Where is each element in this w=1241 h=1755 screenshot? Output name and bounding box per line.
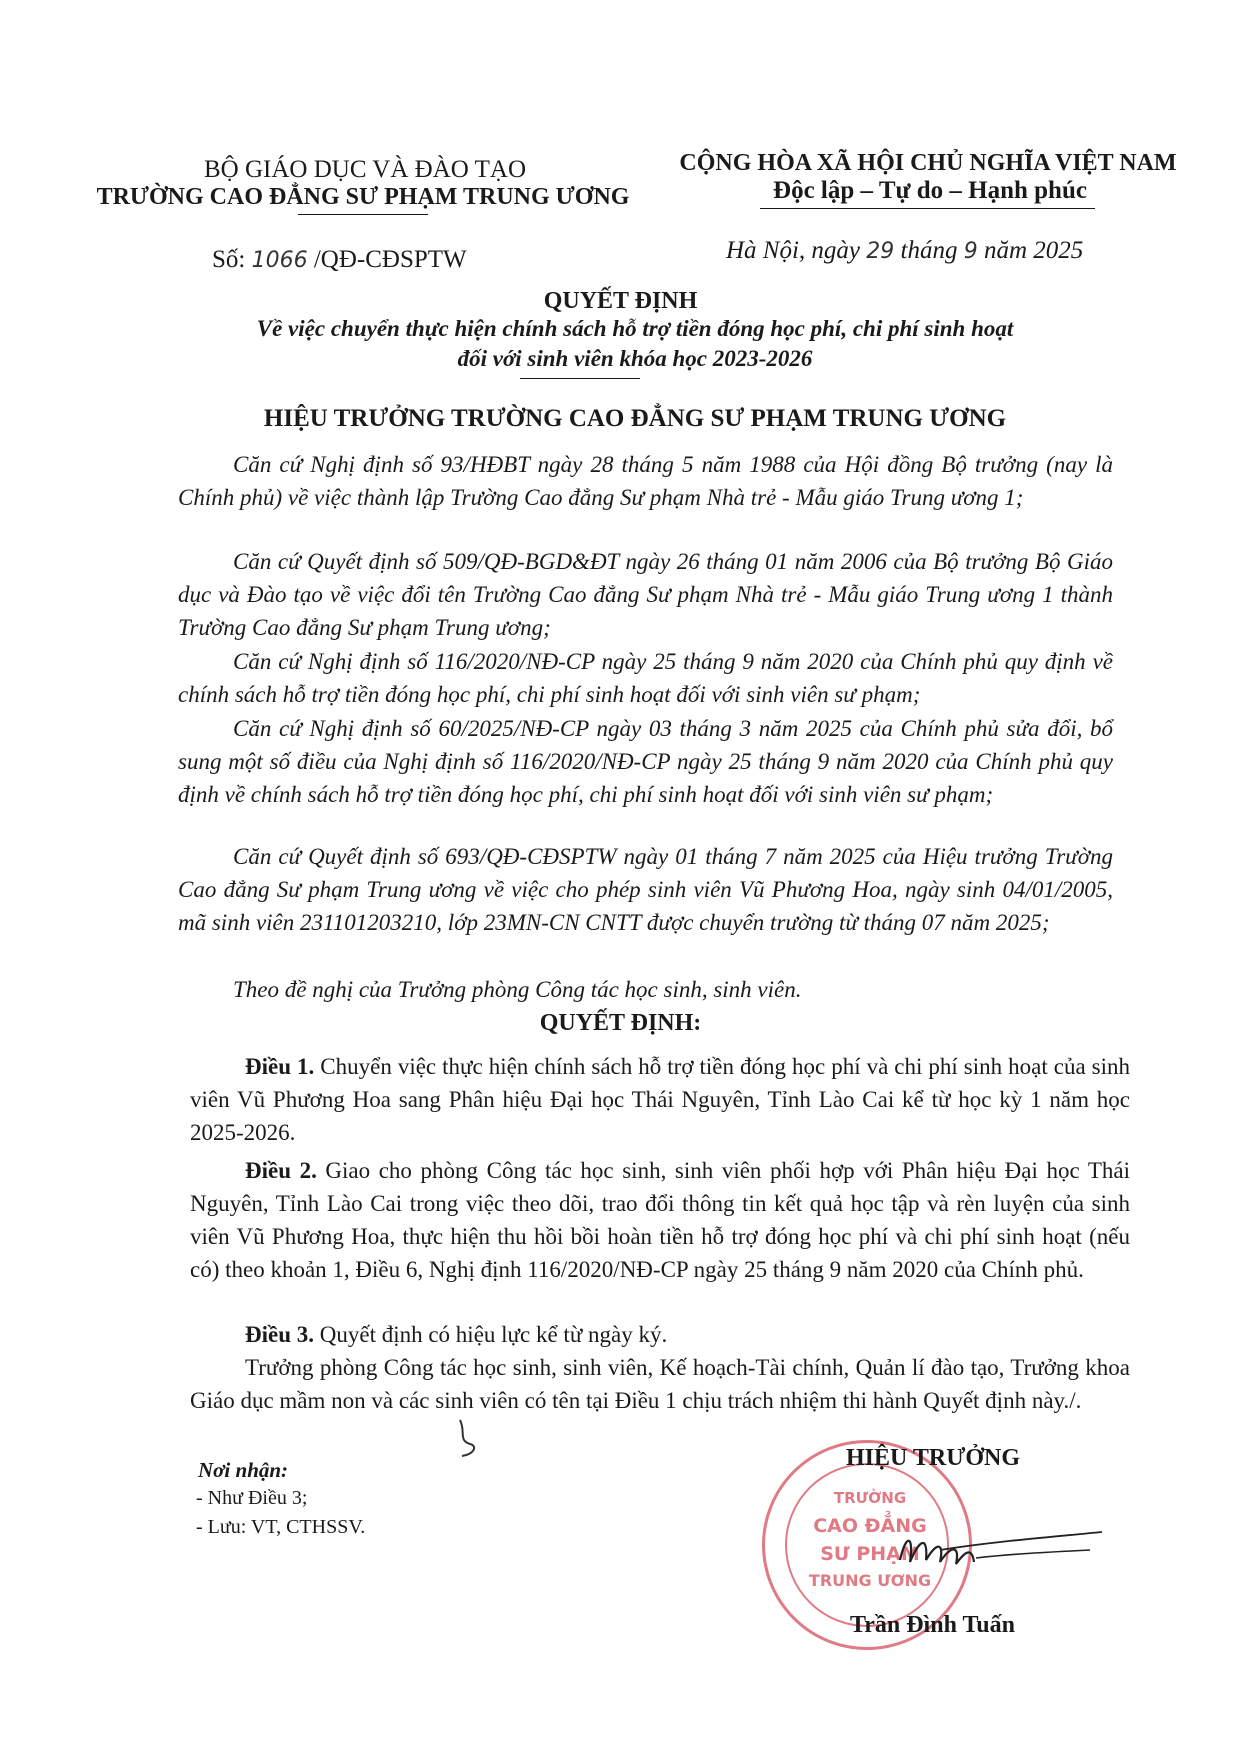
document-subject-line1: Về việc chuyển thực hiện chính sách hỗ trợ tiền đóng học phí, chi phí sinh hoạt — [256, 316, 1014, 341]
number-prefix: Số: — [212, 246, 246, 273]
signatory-name: Trần Đình Tuấn — [850, 1612, 1015, 1638]
recipients-label: Nơi nhận: — [198, 1458, 289, 1482]
stamp-line-3: SƯ PHẠM — [820, 1543, 920, 1565]
school-underline — [298, 214, 428, 215]
stamp-line-4: TRUNG ƯƠNG — [808, 1571, 932, 1590]
date-month-label: tháng — [900, 237, 958, 264]
basis-1: Căn cứ Nghị định số 93/HĐBT ngày 28 tháng 5 năm 1988 của Hội đồng Bộ trưởng (nay là Chính phủ) về việc thành lập Trường Cao đẳng Sư phạm Nhà trẻ - Mẫu giáo Trung ương 1; — [178, 452, 1113, 510]
handwritten-signature-icon — [880, 1510, 1110, 1580]
article-1-text: Chuyển việc thực hiện chính sách hỗ trợ tiền đóng học phí và chi phí sinh hoạt của sinh viên Vũ Phương Hoa sang Phân hiệu Đại học Thái Nguyên, Tỉnh Lào Cai kể từ học kỳ 1 năm học 2025-2026. — [190, 1054, 1131, 1145]
article-3-text: Quyết định có hiệu lực kể từ ngày ký. — [314, 1322, 668, 1347]
article-3 — [190, 1318, 1130, 1351]
date-year: năm 2025 — [983, 237, 1084, 264]
handwritten-initial-icon — [452, 1410, 492, 1460]
basis-5: Căn cứ Quyết định số 693/QĐ-CĐSPTW ngày 01 tháng 7 năm 2025 của Hiệu trưởng Trường Cao đẳng Sư phạm Trung ương về việc cho phép sinh viên Vũ Phương Hoa, ngày sinh 04/01/2005, mã sinh viên 231101203210, lớp 23MN-CN CNTT được chuyển trường từ tháng 07 năm 2025; — [178, 844, 1113, 935]
article-2-label: Điều 2. — [245, 1158, 317, 1183]
country-motto: Độc lập – Tự do – Hạnh phúc — [773, 177, 1087, 204]
article-2-text: Giao cho phòng Công tác học sinh, sinh viên phối hợp với Phân hiệu Đại học Thái Nguyên, Tỉnh Lào Cai trong việc theo dõi, trao đổi thông tin kết quả học tập và rèn luyện của sinh viên Vũ Phương Hoa, thực hiện thu hồi bồi hoàn tiền hỗ trợ đóng học phí và chi phí sinh hoạt (nếu có) theo khoản 1, Điều 6, Nghị định 116/2020/NĐ-CP ngày 25 tháng 9 năm 2020 của Chính phủ. — [190, 1158, 1130, 1282]
date-day: 29 — [866, 239, 895, 264]
article-1-label: Điều 1. — [245, 1054, 315, 1079]
school-name: TRƯỜNG CAO ĐẲNG SƯ PHẠM TRUNG ƯƠNG — [96, 184, 630, 210]
article-3-label: Điều 3. — [245, 1322, 314, 1347]
number-suffix: /QĐ-CĐSPTW — [313, 246, 467, 273]
basis-2: Căn cứ Quyết định số 509/QĐ-BGD&ĐT ngày 26 tháng 01 năm 2006 của Bộ trưởng Bộ Giáo dục và Đào tạo về việc đổi tên Trường Cao đẳng Sư phạm Nhà trẻ - Mẫu giáo Trung ương 1 thành Trường Cao đẳng Sư phạm Trung ương; — [178, 549, 1113, 640]
document-number — [212, 245, 467, 276]
number-value: 1066 — [251, 248, 308, 273]
issue-date — [726, 236, 1083, 267]
basis-3: Căn cứ Nghị định số 116/2020/NĐ-CP ngày 25 tháng 9 năm 2020 của Chính phủ quy định về chính sách hỗ trợ tiền đóng học phí, chi phí sinh hoạt đối với sinh viên sư phạm; — [178, 649, 1113, 707]
document-title: QUYẾT ĐỊNH — [543, 288, 698, 314]
ministry-name: BỘ GIÁO DỤC VÀ ĐÀO TẠO — [204, 156, 526, 183]
signature-title: HIỆU TRƯỞNG — [846, 1445, 1021, 1471]
date-month: 9 — [963, 239, 978, 264]
stamp-line-2: CAO ĐẲNG — [813, 1515, 927, 1537]
recipient-item-1: - Như Điều 3; — [196, 1487, 308, 1509]
country-name: CỘNG HÒA XÃ HỘI CHỦ NGHĨA VIỆT NAM — [679, 150, 1177, 176]
issuer-heading: HIỆU TRƯỞNG TRƯỜNG CAO ĐẲNG SƯ PHẠM TRUNG ƯƠNG — [263, 405, 1007, 432]
recipient-item-2: - Lưu: VT, CTHSSV. — [196, 1516, 366, 1538]
subject-underline — [520, 378, 640, 379]
decision-heading: QUYẾT ĐỊNH: — [539, 1010, 702, 1036]
article-1 — [190, 1050, 1130, 1149]
stamp-line-1: TRƯỜNG — [833, 1489, 907, 1507]
motto-underline — [760, 208, 1095, 209]
document-subject-line2: đối với sinh viên khóa học 2023-2026 — [457, 346, 813, 371]
article-2 — [190, 1154, 1130, 1286]
basis-4: Căn cứ Nghị định số 60/2025/NĐ-CP ngày 03 tháng 3 năm 2025 của Chính phủ sửa đổi, bổ sung một số điều của Nghị định số 116/2020/NĐ-CP ngày 25 tháng 9 năm 2020 của Chính phủ quy định về chính sách hỗ trợ tiền đóng học phí, chi phí sinh hoạt đối với sinh viên sư phạm; — [178, 716, 1113, 807]
date-prefix: Hà Nội, ngày — [726, 237, 861, 264]
basis-6: Theo đề nghị của Trưởng phòng Công tác học sinh, sinh viên. — [233, 977, 802, 1002]
closing-paragraph: Trưởng phòng Công tác học sinh, sinh viên, Kế hoạch-Tài chính, Quản lí đào tạo, Trưởng khoa Giáo dục mầm non và các sinh viên có tên tại Điều 1 chịu trách nhiệm thi hành Quyết định này./. — [190, 1355, 1130, 1413]
